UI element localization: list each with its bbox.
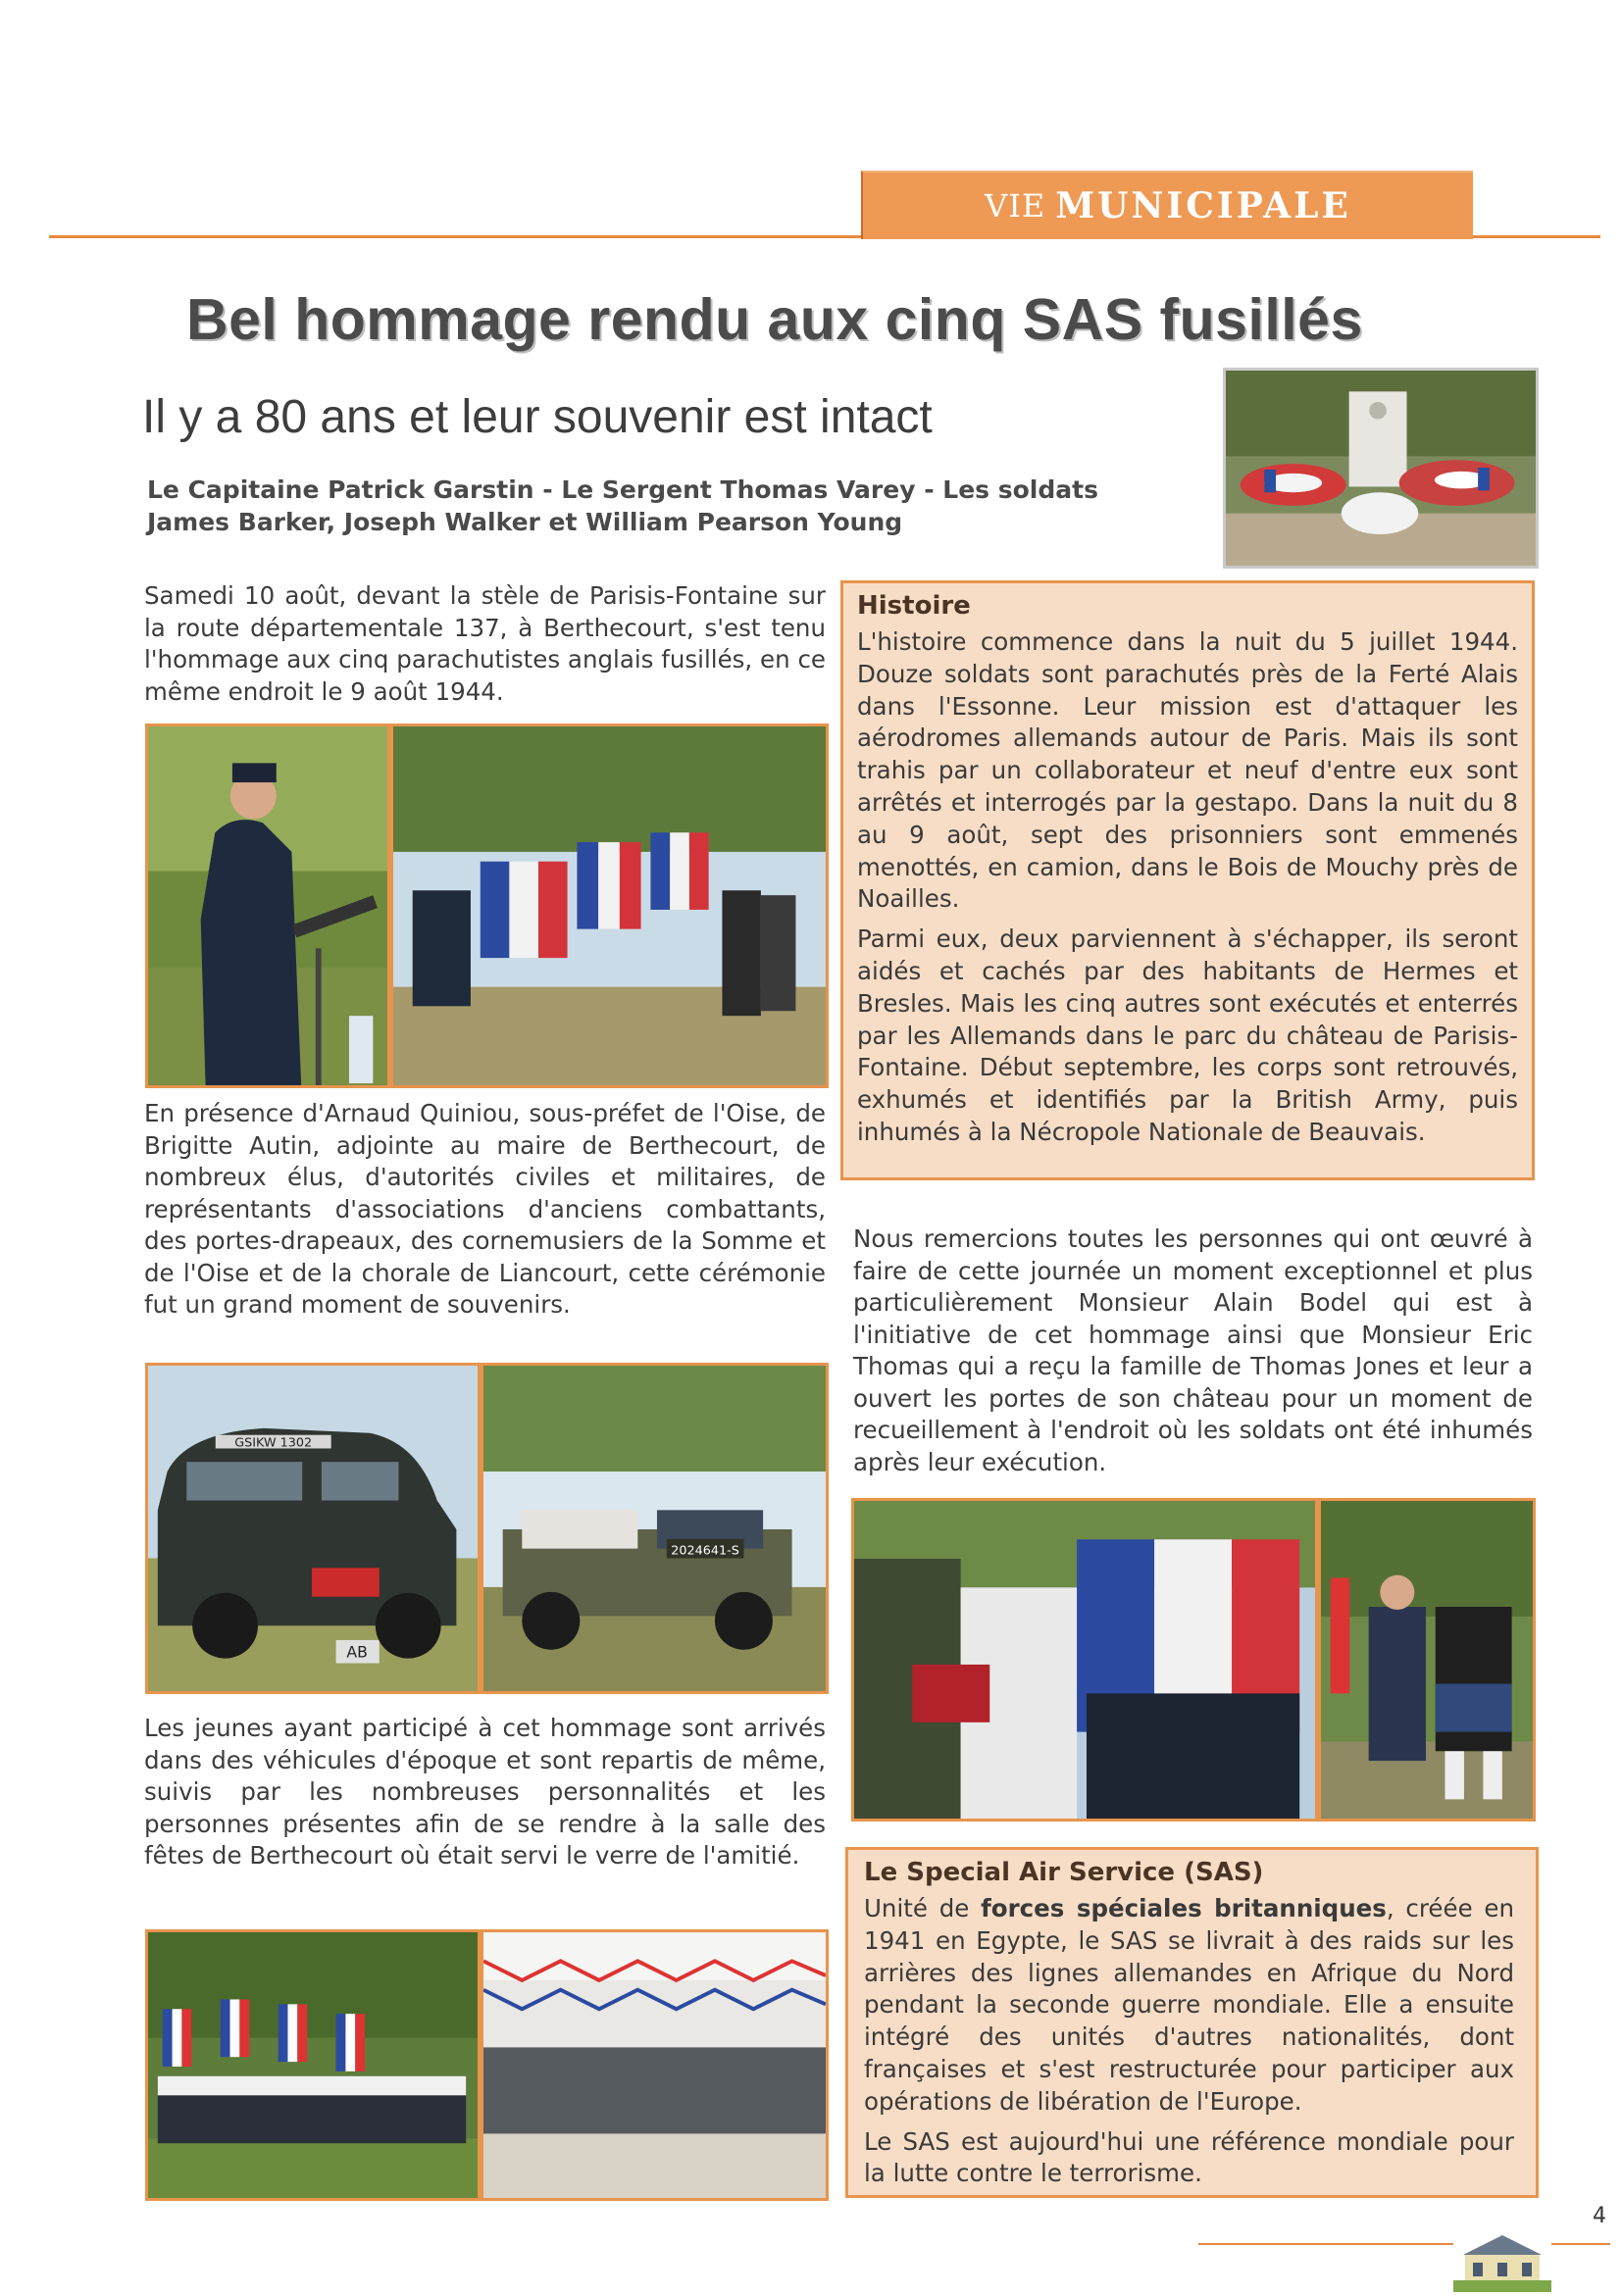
town-hall-logo [1453, 2231, 1551, 2292]
soldier-names-line-1: Le Capitaine Patrick Garstin - Le Sergent Thomas Varey - Les soldats [147, 475, 1098, 504]
paragraph-vehicles: Les jeunes ayant participé à cet hommage sont arrivés dans des véhicules d'époque et sont repartis de même, suivis par les nombreuses personnalités et les personnes présentes afin de se rendre à la salle des fêtes de Berthecourt où était servi le verre de l'amitié. [144, 1714, 826, 1870]
section-tab [861, 171, 1473, 239]
sas-paragraph-1 [864, 1893, 1514, 2119]
histoire-box [840, 580, 1535, 1180]
sas-p1-before: Unité de [864, 1894, 982, 1922]
car-plate-bottom: AB [346, 1642, 368, 1662]
paragraph-attendance: En présence d'Arnaud Quiniou, sous-préfet de l'Oise, de Brigitte Autin, adjointe au maire de Berthecourt, de nombreux élus, d'autorités civiles et militaires, de représentants d'associations d'anciens combattants, des portes-drapeaux, des cornemusiers de la Somme et de l'Oise et de la chorale de Liancourt, cette cérémonie fut un grand moment de souvenirs. [144, 1099, 826, 1319]
section-title: MUNICIPALE [1055, 185, 1351, 226]
header-rule-left [49, 235, 861, 238]
sas-paragraph-2: Le SAS est aujourd'hui une référence mondiale pour la lutte contre le terrorisme. [864, 2126, 1514, 2188]
photo-flag-bearers [390, 724, 829, 1088]
sas-p1-after: , créée en 1941 en Egypte, le SAS se livrait à des raids sur les arrières des lignes allemandes en Afrique du Nord pendant la seconde guerre mondiale. Elle a ensuite intégré des unités d'autres nationalités, dont françaises et s'est restructurée pour participer aux opérations de libération de l'Europe. [864, 1894, 1514, 2116]
section-prefix: VIE [985, 187, 1046, 225]
sas-text [864, 1893, 1514, 2190]
soldier-names-line-2: James Barker, Joseph Walker et William Pearson Young [147, 508, 903, 536]
sas-title: Le Special Air Service (SAS) [864, 1858, 1264, 1887]
jeep-plate: 2024641-S [671, 1543, 739, 1559]
soldier-names [147, 474, 1206, 538]
histoire-paragraph-2: Parmi eux, deux parviennent à s'échapper, ils seront aidés et cachés par des habitants de Hermes et Bresles. Mais les cinq autres sont exécutés et enterrés par les Allemands dans le parc du château de Parisis-Fontaine. Début septembre, les corps sont retrouvés, exhumés et identifiés par la British Army, puis inhumés à la Nécropole Nationale de Beauvais. [857, 924, 1518, 1146]
sas-box [845, 1847, 1539, 2198]
article-headline: Bel hommage rendu aux cinq SAS fusillés [186, 287, 1363, 352]
photo-bagpipers [1318, 1498, 1536, 1822]
photo-memorial-stele [1223, 368, 1539, 569]
histoire-text [857, 626, 1518, 1149]
photo-veterans [851, 1498, 1318, 1822]
photo-flags-column [145, 1929, 481, 2201]
header-rule-right [1473, 235, 1600, 238]
photo-prefect-speech [145, 724, 390, 1088]
paragraph-thanks: Nous remercions toutes les personnes qui ont œuvré à faire de cette journée un moment exceptionnel et plus particulièrement Monsieur Alain Bodel qui est à l'initiative de cet hommage ainsi que Monsieur Eric Thomas qui a reçu la famille de Thomas Jones et leur a ouvert les portes de son château pour un moment de recueillement à l'endroit où les soldats ont été inhumés après leur exécution. [853, 1224, 1533, 1476]
car-plate-top: GSIKW 1302 [234, 1435, 313, 1451]
paragraph-intro: Samedi 10 août, devant la stèle de Parisis-Fontaine sur la route départementale 137, à Berthecourt, s'est tenu l'hommage aux cinq parachutistes anglais fusillés, en ce même endroit le 9 août 1944. [144, 581, 826, 706]
sas-p1-bold: forces spéciales britanniques [981, 1894, 1387, 1922]
article-subheadline: Il y a 80 ans et leur souvenir est intact [142, 391, 933, 443]
histoire-title: Histoire [857, 591, 971, 621]
page-number: 4 [1593, 2204, 1606, 2228]
histoire-paragraph-1: L'histoire commence dans la nuit du 5 juillet 1944. Douze soldats sont parachutés près de la Ferté Alais dans l'Essonne. Leur mission est d'attaquer les aérodromes allemands autour de Paris. Mais ils sont trahis par un collaborateur et neuf d'entre eux sont arrêtés et interrogés par la gestapo. Dans la nuit du 8 au 9 août, sept des prisonniers sont emmenés menottés, en camion, dans le Bois de Mouchy près de Noailles. [857, 627, 1518, 914]
photo-jeep [481, 1363, 829, 1694]
photo-vintage-car [145, 1363, 481, 1694]
photo-reception-hall [481, 1929, 829, 2201]
